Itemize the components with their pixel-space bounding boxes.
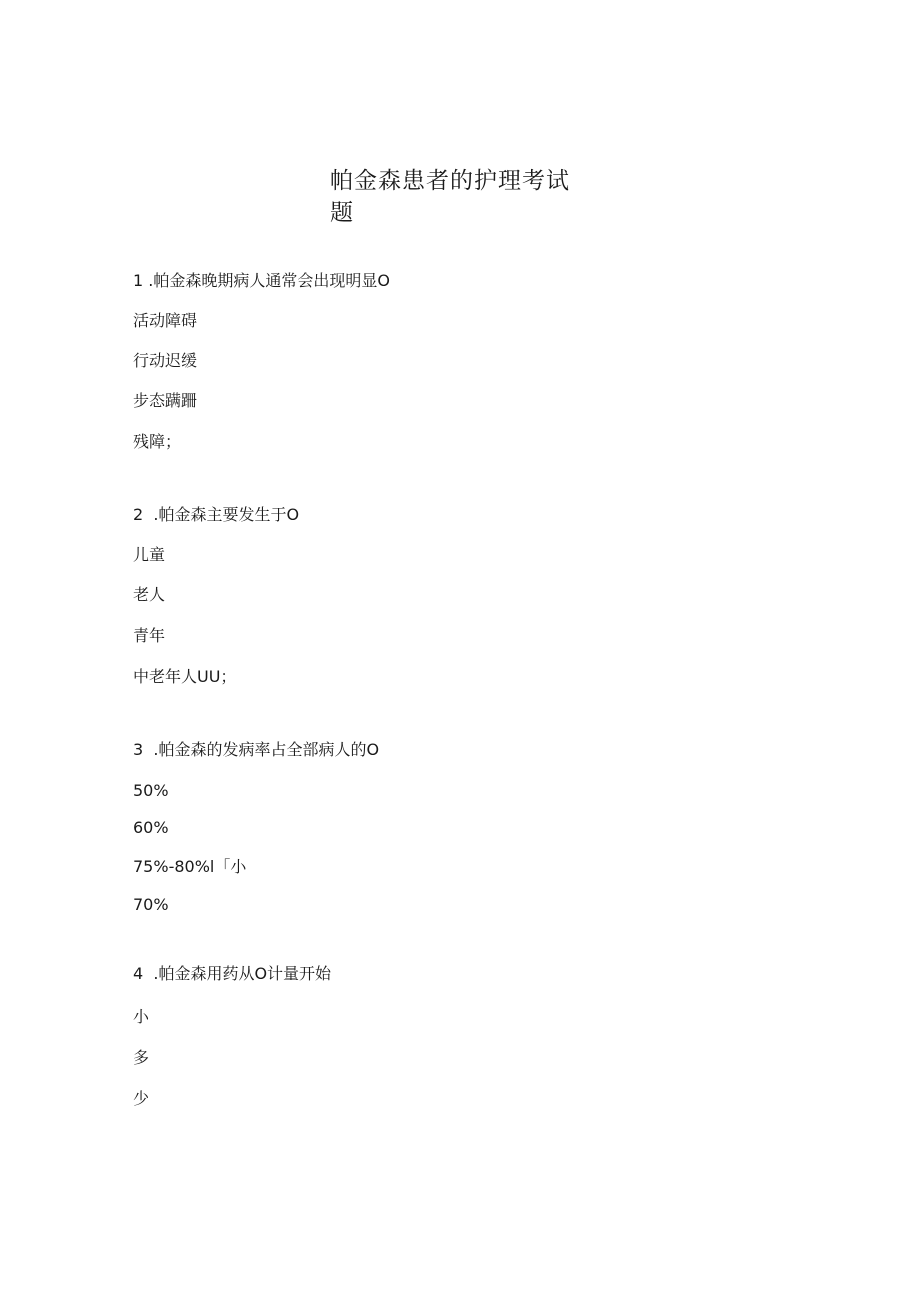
option-item: 儿童: [133, 545, 166, 564]
question-number: 4: [133, 964, 144, 983]
option-item: 75%-80%l「小: [133, 857, 247, 876]
option-item: 青年: [133, 626, 166, 645]
option-item: 中老年人UU；: [133, 667, 237, 686]
option-item: 60%: [133, 818, 169, 837]
question-text: .帕金森用药从O计量开始: [153, 964, 332, 983]
document-title: 帕金森患者的护理考试题: [330, 168, 570, 226]
question-stem: [133, 504, 299, 526]
question-stem: [133, 963, 331, 985]
question-number: 2: [133, 505, 144, 524]
question-stem: [133, 739, 379, 761]
option-item: 行动迟缓: [133, 351, 198, 370]
option-item: 少: [133, 1089, 150, 1108]
option-item: 70%: [133, 895, 169, 914]
option-item: 小: [133, 1007, 150, 1026]
option-item: 老人: [133, 585, 166, 604]
question-number: 1: [133, 271, 144, 290]
question-stem: [133, 270, 390, 292]
option-item: 步态蹒跚: [133, 391, 198, 410]
question-text: .帕金森的发病率占全部病人的O: [153, 740, 380, 759]
option-item: 50%: [133, 781, 169, 800]
question-number: 3: [133, 740, 144, 759]
option-item: 活动障碍: [133, 311, 198, 330]
option-item: 残障；: [133, 432, 182, 451]
question-text: .帕金森晚期病人通常会出现明显O: [148, 271, 390, 290]
option-item: 多: [133, 1048, 150, 1067]
question-text: .帕金森主要发生于O: [153, 505, 300, 524]
